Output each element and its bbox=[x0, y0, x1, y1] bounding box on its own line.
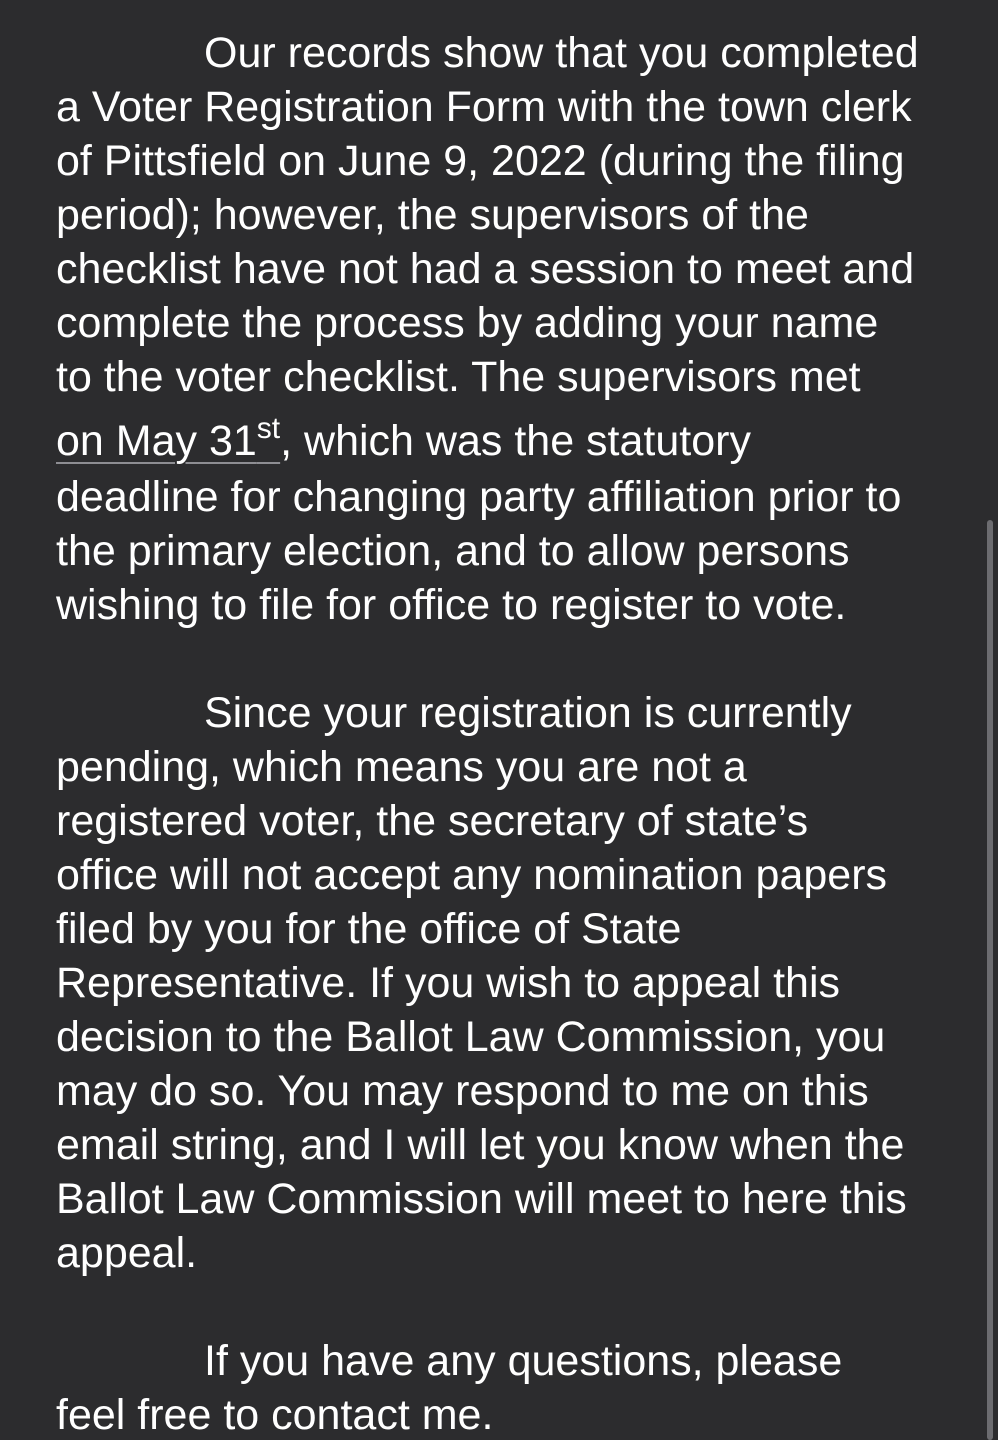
text-line: registered voter, the secretary of state’s bbox=[56, 797, 809, 845]
text-line: period); however, the supervisors of the bbox=[56, 191, 809, 239]
text-line: a Voter Registration Form with the town clerk bbox=[56, 83, 912, 131]
text-line: If you have any questions, please bbox=[204, 1337, 843, 1385]
paragraph-contact bbox=[56, 1334, 956, 1440]
text-line: of Pittsfield on June 9, 2022 (during the filing bbox=[56, 137, 905, 185]
text-line: Since your registration is currently bbox=[204, 689, 852, 737]
text-line: checklist have not had a session to meet and bbox=[56, 245, 915, 293]
text-line: appeal. bbox=[56, 1229, 198, 1277]
text-line: on May 31st, which was the statutory bbox=[56, 412, 751, 465]
text-line: the primary election, and to allow persons bbox=[56, 527, 850, 575]
paragraph-pending-registration bbox=[56, 686, 956, 1280]
text-line: complete the process by adding your name bbox=[56, 299, 879, 347]
text-line: pending, which means you are not a bbox=[56, 743, 747, 791]
text-line: feel free to contact me. bbox=[56, 1391, 494, 1439]
text-line: Our records show that you completed bbox=[204, 29, 919, 77]
text-line: Representative. If you wish to appeal this bbox=[56, 959, 840, 1007]
text-line: decision to the Ballot Law Commission, you bbox=[56, 1013, 886, 1061]
text-line: to the voter checklist. The supervisors met bbox=[56, 353, 861, 401]
vertical-scrollbar[interactable] bbox=[987, 520, 993, 1440]
text-line: filed by you for the office of State bbox=[56, 905, 682, 953]
paragraph-records bbox=[56, 26, 956, 632]
text-line: may do so. You may respond to me on this bbox=[56, 1067, 869, 1115]
text-line: wishing to file for office to register to vote. bbox=[56, 581, 847, 629]
email-body bbox=[56, 26, 956, 1440]
text-line: Ballot Law Commission will meet to here this bbox=[56, 1175, 907, 1223]
date-link[interactable]: on May 31st bbox=[56, 412, 281, 465]
text-line: office will not accept any nomination papers bbox=[56, 851, 888, 899]
text-line: deadline for changing party affiliation prior to bbox=[56, 473, 902, 521]
text-line: email string, and I will let you know when the bbox=[56, 1121, 905, 1169]
